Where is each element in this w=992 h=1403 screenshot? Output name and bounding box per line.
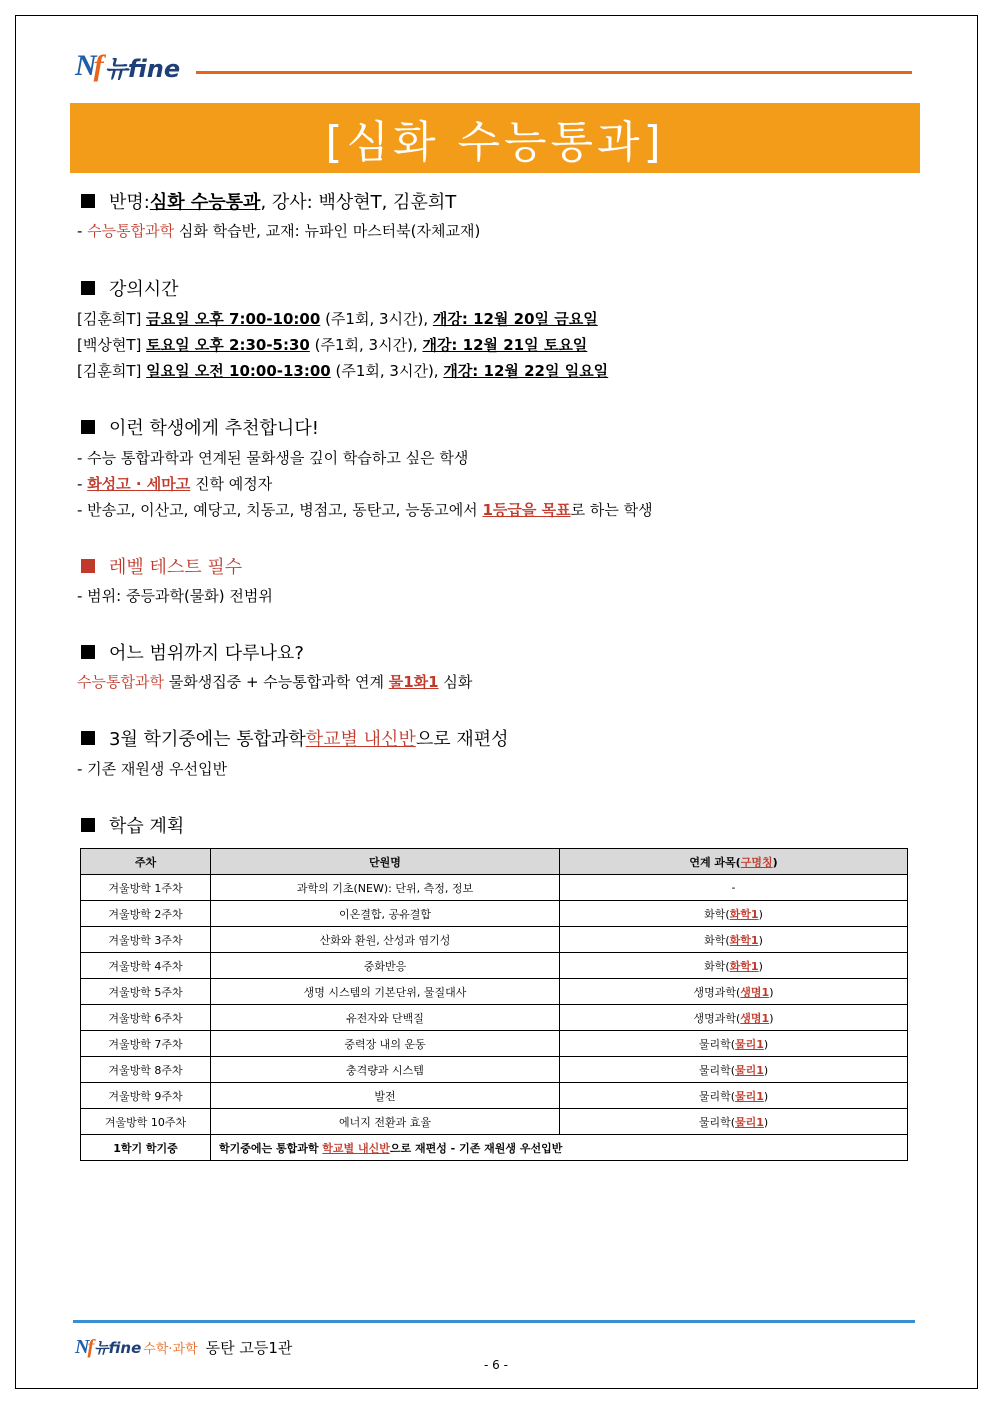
- subject-name: 화학(: [704, 959, 730, 973]
- page-number: - 6 -: [484, 1358, 508, 1372]
- schedule-mid: (주1회, 3시간),: [309, 336, 423, 354]
- bullet-square-icon: [81, 194, 95, 208]
- recommend-line-3: [77, 499, 653, 520]
- recommend-line-3-rest: 로 하는 학생: [570, 501, 653, 519]
- march-heading-rest: 으로 재편성: [415, 729, 509, 750]
- recommend-line-1: - 수능 통합과학과 연계된 물화생을 깊이 학습하고 싶은 학생: [77, 449, 469, 467]
- week-cell: 겨울방학 7주차: [81, 1031, 211, 1057]
- table-row: [81, 1083, 908, 1109]
- unit-cell: 생명 시스템의 기본단위, 물질대사: [211, 979, 560, 1005]
- footer-subject: 수학·과학: [143, 1342, 198, 1357]
- schedule-open: 개강: 12월 21일 토요일: [422, 336, 588, 354]
- header-subject: [560, 849, 908, 875]
- subject-close-paren: ): [758, 933, 763, 947]
- subject-cell: [560, 1031, 908, 1057]
- schedule-heading-text: 강의시간: [109, 279, 179, 300]
- semester-note-red: 학교별 내신반: [322, 1141, 390, 1155]
- subject-old-name: 생명1: [740, 985, 770, 999]
- recommend-line-2-rest: 진학 예정자: [190, 475, 273, 493]
- class-detail: [77, 220, 480, 241]
- scope-rest: 심화: [438, 673, 473, 691]
- scope-line: [77, 671, 472, 692]
- subject-name: 생명과학(: [693, 985, 741, 999]
- subject-name: 물리학(: [698, 1115, 735, 1129]
- subject-cell: [560, 1083, 908, 1109]
- title-banner: [70, 103, 920, 173]
- bullet-square-icon: [81, 731, 95, 745]
- plan-heading-text: 학습 계획: [109, 816, 185, 837]
- class-name: 심화 수능통과: [149, 192, 261, 213]
- unit-cell: 충격량과 시스템: [211, 1057, 560, 1083]
- schedule-time: 토요일 오후 2:30-5:30: [146, 336, 310, 354]
- level-test-heading-text: 레벨 테스트 필수: [109, 557, 243, 578]
- footer-logo: [75, 1336, 292, 1359]
- subject-close-paren: ): [763, 1037, 769, 1051]
- table-header-row: [81, 849, 908, 875]
- table-row-semester: [81, 1135, 908, 1161]
- class-heading-suffix: , 강사: 백상현T, 김훈희T: [260, 192, 457, 213]
- bullet-square-icon: [81, 645, 95, 659]
- subject-name: 물리학(: [698, 1089, 735, 1103]
- subject-old-name: 생명1: [740, 1011, 770, 1025]
- subject-cell: [560, 875, 908, 901]
- header-subject-suffix: ): [772, 855, 778, 869]
- week-cell: 겨울방학 2주차: [81, 901, 211, 927]
- schedule-teacher: [김훈희T]: [77, 310, 147, 328]
- logo-text: 뉴fine: [104, 54, 181, 83]
- logo-mark: Nf: [75, 49, 101, 82]
- footer-rule: [73, 1320, 915, 1323]
- unit-cell: 에너지 전환과 효율: [211, 1109, 560, 1135]
- schedule-time: 금요일 오후 7:00-10:00: [146, 310, 321, 328]
- table-row: [81, 979, 908, 1005]
- plan-heading: [77, 812, 184, 838]
- subject-name: 화학(: [704, 933, 730, 947]
- study-plan-table: [80, 848, 908, 1161]
- march-heading-prefix: 3월 학기중에는 통합과학: [109, 729, 306, 750]
- dash: -: [77, 222, 88, 240]
- dash: -: [77, 475, 88, 493]
- schedule-row: [77, 334, 587, 355]
- scope-heading: [77, 639, 304, 665]
- subject-close-paren: ): [758, 907, 763, 921]
- footer-logo-mark: Nf: [75, 1336, 93, 1358]
- recommend-heading: [77, 414, 319, 440]
- unit-cell: 발전: [211, 1083, 560, 1109]
- subject-name: 물리학(: [698, 1063, 735, 1077]
- week-cell: 겨울방학 8주차: [81, 1057, 211, 1083]
- subject-cell: [560, 1057, 908, 1083]
- week-cell: 겨울방학 4주차: [81, 953, 211, 979]
- schedule-teacher: [김훈희T]: [77, 362, 147, 380]
- level-test-line: - 범위: 중등과학(물화) 전범위: [77, 587, 273, 605]
- semester-note-rest: 으로 재편성 - 기존 재원생 우선입반: [389, 1141, 563, 1155]
- schedule-open: 개강: 12월 22일 일요일: [443, 362, 609, 380]
- banner-title: [심화 수능통과]: [325, 117, 665, 168]
- bullet-square-icon: [81, 420, 95, 434]
- header-logo: [75, 50, 180, 82]
- semester-week: 1학기 학기중: [81, 1135, 211, 1161]
- schedule-open: 개강: 12월 20일 금요일: [432, 310, 598, 328]
- subject-name: 화학(: [704, 907, 730, 921]
- schedule-row: [77, 360, 608, 381]
- week-cell: 겨울방학 6주차: [81, 1005, 211, 1031]
- march-heading-red: 학교별 내신반: [305, 729, 416, 750]
- subject-old-name: 물리1: [734, 1063, 764, 1077]
- recommend-goal-red: 1등급을 목표: [482, 501, 571, 519]
- bullet-square-icon: [81, 281, 95, 295]
- unit-cell: 유전자와 단백질: [211, 1005, 560, 1031]
- schedule-heading: [77, 275, 179, 301]
- table-row: [81, 1031, 908, 1057]
- subject-old-name: 화학1: [729, 907, 759, 921]
- header-week: 주차: [81, 849, 211, 875]
- header-rule: [196, 71, 912, 74]
- subject-close-paren: ): [758, 959, 763, 973]
- table-row: [81, 1057, 908, 1083]
- subject-name: -: [731, 881, 736, 894]
- table-row: [81, 927, 908, 953]
- recommend-line-3-prefix: - 반송고, 이산고, 예당고, 치동고, 병점고, 동탄고, 능동고에서: [77, 501, 483, 519]
- scope-mid: 물화생집중 + 수능통합과학 연계: [163, 673, 389, 691]
- table-row: [81, 1109, 908, 1135]
- table-row: [81, 901, 908, 927]
- week-cell: 겨울방학 5주차: [81, 979, 211, 1005]
- table-row: [81, 953, 908, 979]
- schedule-teacher: [백상현T]: [77, 336, 147, 354]
- footer-branch: 동탄 고등1관: [205, 1339, 293, 1357]
- class-heading: [77, 188, 456, 214]
- class-heading-prefix: 반명:: [109, 192, 150, 213]
- unit-cell: 산화와 환원, 산성과 염기성: [211, 927, 560, 953]
- subject-old-name: 물리1: [734, 1037, 764, 1051]
- semester-note-prefix: 학기중에는 통합과학: [219, 1141, 323, 1155]
- unit-cell: 과학의 기초(NEW): 단위, 측정, 정보: [211, 875, 560, 901]
- subject-close-paren: ): [769, 1011, 774, 1025]
- subject-name: 생명과학(: [693, 1011, 741, 1025]
- schedule-row: [77, 308, 598, 329]
- header-unit: 단원명: [211, 849, 560, 875]
- week-cell: 겨울방학 10주차: [81, 1109, 211, 1135]
- subject-close-paren: ): [769, 985, 774, 999]
- unit-cell: 중화반응: [211, 953, 560, 979]
- subject-old-name: 화학1: [729, 959, 759, 973]
- scope-red-2: 물1화1: [388, 673, 439, 691]
- subject-cell: [560, 1005, 908, 1031]
- subject-close-paren: ): [763, 1115, 769, 1129]
- unit-cell: 중력장 내의 운동: [211, 1031, 560, 1057]
- table-row: [81, 1005, 908, 1031]
- schedule-mid: (주1회, 3시간),: [330, 362, 444, 380]
- subject-cell: [560, 927, 908, 953]
- subject-close-paren: ): [763, 1089, 769, 1103]
- subject-cell: [560, 901, 908, 927]
- subject-cell: [560, 1109, 908, 1135]
- class-detail-red: 수능통합과학: [87, 222, 175, 240]
- table-row: [81, 875, 908, 901]
- bullet-square-icon: [81, 559, 95, 573]
- week-cell: 겨울방학 9주차: [81, 1083, 211, 1109]
- scope-heading-text: 어느 범위까지 다루나요?: [109, 643, 304, 664]
- unit-cell: 이온결합, 공유결합: [211, 901, 560, 927]
- recommend-line-2: [77, 473, 272, 494]
- week-cell: 겨울방학 1주차: [81, 875, 211, 901]
- semester-note: [211, 1135, 908, 1161]
- schedule-time: 일요일 오전 10:00-13:00: [146, 362, 331, 380]
- subject-old-name: 물리1: [734, 1115, 764, 1129]
- header-subject-red: 구명칭: [740, 855, 773, 869]
- week-cell: 겨울방학 3주차: [81, 927, 211, 953]
- recommend-heading-text: 이런 학생에게 추천합니다!: [109, 418, 319, 439]
- class-detail-rest: 심화 학습반, 교재: 뉴파인 마스터북(자체교재): [174, 222, 481, 240]
- subject-cell: [560, 953, 908, 979]
- march-heading: [77, 725, 509, 751]
- bullet-square-icon: [81, 818, 95, 832]
- level-test-heading: [77, 553, 242, 579]
- subject-old-name: 화학1: [729, 933, 759, 947]
- march-line: - 기존 재원생 우선입반: [77, 760, 228, 778]
- subject-cell: [560, 979, 908, 1005]
- header-subject-prefix: 연계 과목(: [689, 855, 741, 869]
- subject-close-paren: ): [763, 1063, 769, 1077]
- subject-name: 물리학(: [698, 1037, 735, 1051]
- footer-logo-text: 뉴fine: [94, 1339, 142, 1357]
- subject-old-name: 물리1: [734, 1089, 764, 1103]
- recommend-schools-red: 화성고 · 세마고: [87, 475, 191, 493]
- schedule-mid: (주1회, 3시간),: [320, 310, 433, 328]
- scope-red-1: 수능통합과학: [77, 673, 164, 691]
